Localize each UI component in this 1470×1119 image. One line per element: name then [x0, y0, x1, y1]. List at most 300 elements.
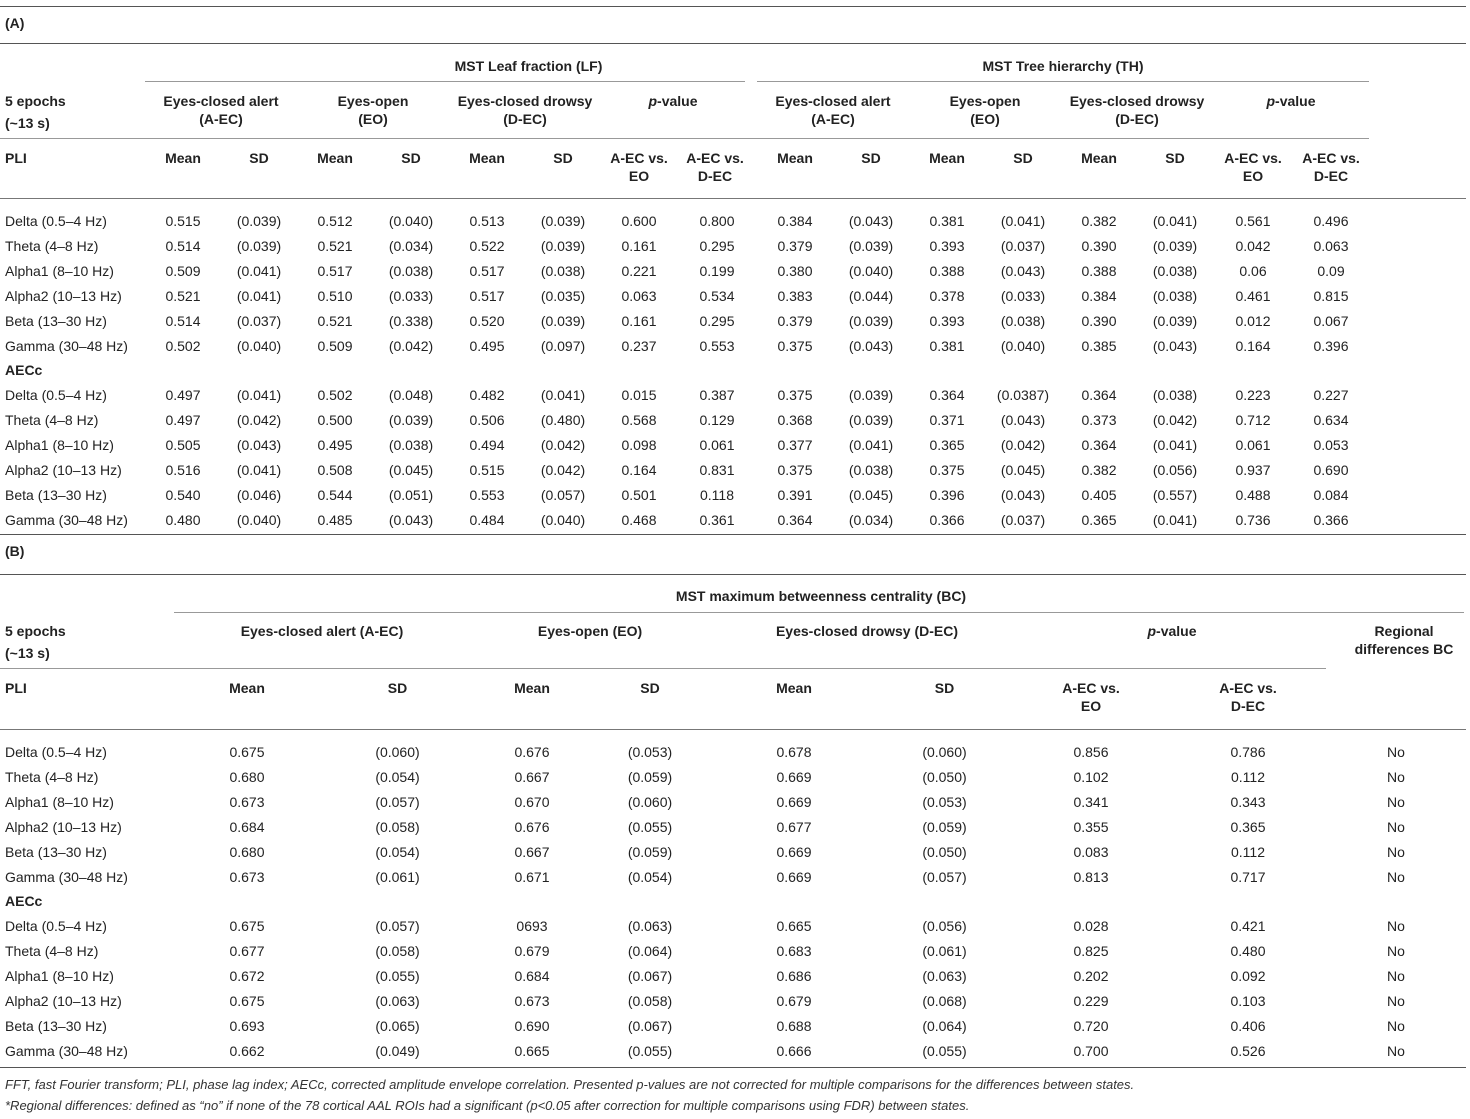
part-a-table	[0, 209, 1369, 532]
table-cell: 0.480	[165, 511, 201, 528]
table-cell: (0.054)	[627, 868, 673, 885]
table-cell: 0.199	[699, 263, 735, 280]
lf-group-rule	[145, 81, 745, 82]
table-cell: 0.063	[621, 287, 657, 304]
table-cell: (0.058)	[375, 818, 420, 835]
table-cell: 0.520	[469, 312, 505, 329]
table-cell: (0.048)	[388, 387, 434, 404]
table-cell: 0.063	[1313, 238, 1349, 255]
table-cell: 0.083	[1073, 843, 1109, 860]
table-row	[0, 383, 1369, 408]
th-cond-alert: Eyes-closed alert (A-EC)	[775, 93, 891, 127]
table-row	[0, 914, 1466, 939]
table-cell: (0.061)	[922, 943, 967, 960]
table-cell: 0.786	[1230, 744, 1266, 761]
col-aec-vs-dec: A-EC vs. D-EC	[1219, 680, 1277, 714]
table-cell: 0.227	[1313, 387, 1349, 404]
table-cell: (0.063)	[375, 992, 420, 1009]
table-cell: No	[1387, 744, 1405, 761]
table-cell: 0.223	[1235, 387, 1271, 404]
table-cell: 0.712	[1235, 412, 1271, 429]
table-cell: 0.129	[699, 412, 735, 429]
band-label: Gamma (30–48 Hz)	[5, 868, 128, 885]
table-cell: 0.561	[1235, 213, 1271, 230]
table-cell: 0.496	[1313, 213, 1349, 230]
col-mean: Mean	[514, 680, 550, 696]
table-cell: (0.035)	[540, 287, 586, 304]
band-label: Beta (13–30 Hz)	[5, 1017, 107, 1034]
table-cell: 0.379	[777, 238, 813, 255]
table-cell: (0.039)	[1152, 312, 1198, 329]
table-cell: (0.042)	[236, 412, 282, 429]
table-cell: 0.678	[776, 744, 812, 761]
table-cell: 0.061	[699, 437, 735, 454]
table-cell: 0.485	[317, 511, 353, 528]
table-cell: (0.039)	[540, 312, 586, 329]
table-cell: 0.544	[317, 486, 353, 503]
table-cell: 0.480	[1230, 943, 1266, 960]
col-mean: Mean	[1081, 150, 1117, 166]
table-cell: No	[1387, 943, 1405, 960]
table-cell: (0.055)	[627, 818, 673, 835]
table-cell: No	[1387, 769, 1405, 786]
table-cell: 0.522	[469, 238, 505, 255]
bc-cond-open: Eyes-open (EO)	[537, 623, 643, 639]
table-cell: 0.677	[776, 818, 812, 835]
table-cell: (0.041)	[1000, 213, 1046, 230]
table-cell: (0.043)	[388, 511, 434, 528]
table-cell: (0.039)	[388, 412, 434, 429]
bc-cond-alert: Eyes-closed alert (A-EC)	[240, 623, 404, 639]
col-sd: SD	[640, 680, 660, 696]
table-cell: (0.040)	[540, 511, 586, 528]
table-cell: (0.039)	[236, 238, 282, 255]
table-cell: (0.041)	[540, 387, 586, 404]
bc-group-rule	[174, 612, 1464, 613]
table-cell: (0.042)	[1000, 437, 1046, 454]
table-cell: No	[1387, 968, 1405, 985]
table-cell: 0.488	[1235, 486, 1271, 503]
bc-title: MST maximum betweenness centrality (BC)	[675, 588, 967, 604]
table-cell: (0.057)	[375, 918, 420, 935]
table-cell: (0.059)	[627, 843, 673, 860]
table-cell: 0.675	[229, 744, 265, 761]
table-cell: 0.497	[165, 412, 201, 429]
table-cell: (0.060)	[922, 744, 967, 761]
table-cell: 0.667	[514, 843, 550, 860]
table-cell: 0.508	[317, 461, 353, 478]
table-cell: 0.468	[621, 511, 657, 528]
table-cell: (0.041)	[236, 263, 282, 280]
table-cell: 0.364	[1081, 437, 1117, 454]
table-cell: (0.061)	[375, 868, 420, 885]
part-b-bottom-rule	[0, 1067, 1466, 1068]
part-b-label: (B)	[5, 543, 25, 559]
table-row	[0, 259, 1369, 284]
table-cell: 0.937	[1235, 461, 1271, 478]
table-cell: (0.039)	[848, 238, 894, 255]
table-cell: (0.038)	[388, 437, 434, 454]
table-cell: 0.364	[777, 511, 813, 528]
table-cell: (0.058)	[375, 943, 420, 960]
table-cell: (0.043)	[1000, 486, 1046, 503]
table-cell: (0.039)	[848, 412, 894, 429]
table-cell: (0.063)	[627, 918, 673, 935]
table-cell: (0.040)	[236, 337, 282, 354]
col-sd: SD	[1165, 150, 1185, 166]
table-cell: 0.521	[317, 312, 353, 329]
table-cell: 0.673	[229, 794, 265, 811]
table-row	[0, 408, 1369, 433]
bc-pvalue-header: p-value	[1147, 623, 1197, 639]
table-cell: (0.053)	[922, 794, 967, 811]
table-cell: 0.053	[1313, 437, 1349, 454]
bc-cond-drowsy: Eyes-closed drowsy (D-EC)	[775, 623, 959, 639]
table-cell: (0.057)	[540, 486, 586, 503]
band-label: Alpha2 (10–13 Hz)	[5, 461, 122, 478]
table-cell: 0.509	[165, 263, 201, 280]
table-cell: 0.679	[776, 992, 812, 1009]
band-label: Alpha1 (8–10 Hz)	[5, 437, 114, 454]
table-cell: 0.517	[469, 263, 505, 280]
table-cell: 0.368	[777, 412, 813, 429]
table-cell: 0.161	[621, 238, 657, 255]
table-cell: 0.229	[1073, 992, 1109, 1009]
table-cell: 0.371	[929, 412, 965, 429]
band-label: Theta (4–8 Hz)	[5, 769, 99, 786]
col-aec-vs-eo: A-EC vs. EO	[1062, 680, 1120, 714]
table-cell: 0.384	[777, 213, 813, 230]
table-cell: 0.662	[229, 1042, 265, 1059]
table-cell: 0.831	[699, 461, 735, 478]
table-cell: 0.526	[1230, 1042, 1266, 1059]
table-cell: 0.669	[776, 843, 812, 860]
table-cell: (0.038)	[1152, 263, 1198, 280]
table-cell: 0.375	[777, 461, 813, 478]
table-cell: 0.396	[1313, 337, 1349, 354]
table-cell: 0.375	[929, 461, 965, 478]
table-cell: 0.164	[621, 461, 657, 478]
table-cell: No	[1387, 1017, 1405, 1034]
table-cell: 0.813	[1073, 868, 1109, 885]
table-cell: 0.380	[777, 263, 813, 280]
col-mean: Mean	[229, 680, 265, 696]
table-cell: (0.065)	[375, 1017, 420, 1034]
table-cell: 0.514	[165, 238, 201, 255]
table-cell: 0.501	[621, 486, 657, 503]
table-row	[0, 740, 1466, 765]
col-sd: SD	[401, 150, 421, 166]
col-sd: SD	[387, 680, 408, 696]
table-cell: 0.856	[1073, 744, 1109, 761]
col-mean: Mean	[776, 680, 812, 696]
table-cell: 0.09	[1317, 263, 1345, 280]
table-cell: 0.390	[1081, 238, 1117, 255]
table-cell: (0.041)	[236, 387, 282, 404]
table-cell: 0.092	[1230, 968, 1266, 985]
band-label: Theta (4–8 Hz)	[5, 943, 99, 960]
table-cell: (0.040)	[1000, 337, 1046, 354]
table-cell: 0.028	[1073, 918, 1109, 935]
table-cell: 0.084	[1313, 486, 1349, 503]
table-cell: 0.515	[469, 461, 505, 478]
table-cell: 0.514	[165, 312, 201, 329]
table-row	[0, 988, 1466, 1013]
table-cell: 0.383	[777, 287, 813, 304]
table-row	[0, 815, 1466, 840]
band-label: Alpha1 (8–10 Hz)	[5, 968, 114, 985]
table-cell: (0.338)	[388, 312, 434, 329]
table-cell: (0.033)	[1000, 287, 1046, 304]
table-cell: (0.041)	[1152, 437, 1198, 454]
table-cell: 0.118	[700, 486, 734, 503]
table-cell: 0.373	[1081, 412, 1117, 429]
col-aec-vs-eo: A-EC vs. EO	[1224, 150, 1282, 184]
table-cell: (0.046)	[236, 486, 282, 503]
table-cell: 0.295	[699, 238, 735, 255]
table-cell: (0.043)	[848, 213, 894, 230]
table-cell: 0.405	[1081, 486, 1117, 503]
table-cell: (0.040)	[236, 511, 282, 528]
table-cell: 0.382	[1081, 213, 1117, 230]
table-row	[0, 308, 1369, 333]
col-mean: Mean	[929, 150, 965, 166]
table-cell: (0.033)	[388, 287, 434, 304]
part-b-subheader-rule	[0, 668, 1326, 669]
table-cell: 0.012	[1235, 312, 1271, 329]
table-cell: 0.693	[229, 1017, 265, 1034]
table-cell: (0.037)	[1000, 238, 1046, 255]
table-cell: 0.494	[469, 437, 505, 454]
table-cell: 0.202	[1073, 968, 1109, 985]
section-label: AECc	[5, 362, 43, 379]
band-label: Beta (13–30 Hz)	[5, 312, 107, 329]
table-cell: (0.041)	[848, 437, 894, 454]
table-cell: 0.042	[1235, 238, 1271, 255]
table-cell: 0.067	[1313, 312, 1349, 329]
part-a-epochs: 5 epochs	[5, 93, 66, 109]
table-cell: 0.516	[165, 461, 201, 478]
table-cell: 0.665	[514, 1042, 550, 1059]
table-cell: 0.521	[317, 238, 353, 255]
table-cell: (0.057)	[922, 868, 967, 885]
band-label: Gamma (30–48 Hz)	[5, 1042, 128, 1059]
table-cell: No	[1387, 818, 1405, 835]
table-row	[0, 1038, 1466, 1063]
table-cell: (0.041)	[236, 287, 282, 304]
table-cell: (0.064)	[627, 943, 673, 960]
table-cell: 0.509	[317, 337, 353, 354]
table-cell: 0.568	[621, 412, 657, 429]
table-cell: 0.381	[929, 213, 965, 230]
part-b-pli-header: PLI	[5, 680, 27, 696]
table-row	[0, 209, 1369, 234]
table-cell: 0.341	[1073, 794, 1109, 811]
table-cell: (0.042)	[1152, 412, 1198, 429]
top-rule	[0, 6, 1466, 7]
table-cell: 0.825	[1073, 943, 1109, 960]
table-cell: 0.364	[1081, 387, 1117, 404]
part-a-header-rule	[0, 43, 1466, 44]
table-cell: (0.068)	[922, 992, 967, 1009]
table-cell: 0.396	[929, 486, 965, 503]
table-cell: 0.679	[514, 943, 550, 960]
table-cell: 0.388	[1081, 263, 1117, 280]
table-cell: 0.388	[929, 263, 965, 280]
table-cell: 0.391	[777, 486, 813, 503]
table-cell: (0.043)	[1152, 337, 1198, 354]
col-sd: SD	[861, 150, 881, 166]
table-cell: (0.056)	[1152, 461, 1198, 478]
part-a-epochs-duration: (~13 s)	[5, 115, 50, 131]
table-cell: 0.102	[1073, 769, 1109, 786]
table-cell: 0.112	[1231, 769, 1265, 786]
table-cell: 0.512	[317, 213, 353, 230]
table-cell: 0.720	[1073, 1017, 1109, 1034]
lf-cond-drowsy: Eyes-closed drowsy (D-EC)	[457, 93, 593, 127]
table-cell: 0.669	[776, 769, 812, 786]
lf-cond-open: Eyes-open (EO)	[337, 93, 409, 127]
table-cell: 0.495	[317, 437, 353, 454]
table-cell: (0.063)	[922, 968, 967, 985]
table-cell: (0.055)	[375, 968, 420, 985]
table-cell: (0.045)	[848, 486, 894, 503]
table-cell: (0.034)	[848, 511, 894, 528]
table-cell: 0.482	[469, 387, 505, 404]
table-cell: 0693	[516, 918, 548, 935]
table-cell: (0.057)	[375, 794, 420, 811]
table-row	[0, 507, 1369, 532]
band-label: Alpha2 (10–13 Hz)	[5, 992, 122, 1009]
table-row	[0, 790, 1466, 815]
table-cell: 0.669	[776, 868, 812, 885]
table-cell: No	[1387, 918, 1405, 935]
col-mean: Mean	[165, 150, 201, 166]
table-row	[0, 482, 1369, 507]
table-cell: 0.673	[229, 868, 265, 885]
band-label: Delta (0.5–4 Hz)	[5, 387, 107, 404]
table-cell: 0.506	[469, 412, 505, 429]
section-row	[0, 358, 1369, 383]
table-cell: (0.059)	[627, 769, 673, 786]
table-cell: 0.671	[514, 868, 550, 885]
table-cell: 0.484	[469, 511, 505, 528]
band-label: Alpha1 (8–10 Hz)	[5, 794, 114, 811]
band-label: Delta (0.5–4 Hz)	[5, 213, 107, 230]
table-cell: (0.039)	[540, 238, 586, 255]
table-cell: (0.041)	[236, 461, 282, 478]
table-cell: 0.382	[1081, 461, 1117, 478]
part-b-epochs: 5 epochs	[5, 623, 66, 639]
band-label: Theta (4–8 Hz)	[5, 412, 99, 429]
table-cell: 0.500	[317, 412, 353, 429]
table-cell: (0.042)	[388, 337, 434, 354]
table-cell: 0.688	[776, 1017, 812, 1034]
table-cell: (0.050)	[922, 843, 967, 860]
table-row	[0, 234, 1369, 259]
band-label: Alpha2 (10–13 Hz)	[5, 818, 122, 835]
table-cell: 0.675	[229, 918, 265, 935]
th-pvalue-header: p-value	[1266, 93, 1316, 109]
table-cell: (0.0387)	[996, 387, 1050, 404]
table-cell: 0.521	[165, 287, 201, 304]
table-cell: 0.061	[1235, 437, 1271, 454]
table-cell: (0.039)	[540, 213, 586, 230]
section-label: AECc	[5, 893, 43, 910]
table-cell: 0.103	[1230, 992, 1266, 1009]
table-cell: 0.517	[317, 263, 353, 280]
table-cell: 0.684	[229, 818, 265, 835]
table-cell: (0.038)	[1000, 312, 1046, 329]
table-row	[0, 765, 1466, 790]
table-cell: (0.039)	[236, 213, 282, 230]
table-cell: 0.669	[776, 794, 812, 811]
table-cell: 0.098	[621, 437, 657, 454]
table-cell: 0.736	[1235, 511, 1271, 528]
table-cell: 0.667	[514, 769, 550, 786]
table-row	[0, 839, 1466, 864]
table-cell: 0.381	[929, 337, 965, 354]
table-cell: 0.384	[1081, 287, 1117, 304]
table-cell: (0.038)	[1152, 387, 1198, 404]
part-b-header-rule	[0, 574, 1466, 575]
table-cell: No	[1387, 992, 1405, 1009]
band-label: Alpha1 (8–10 Hz)	[5, 263, 114, 280]
table-cell: (0.051)	[388, 486, 434, 503]
table-cell: 0.365	[1230, 818, 1266, 835]
table-row	[0, 433, 1369, 458]
table-cell: 0.06	[1239, 263, 1267, 280]
table-cell: 0.673	[514, 992, 550, 1009]
table-cell: (0.053)	[627, 744, 673, 761]
table-cell: (0.043)	[1000, 263, 1046, 280]
table-cell: (0.043)	[848, 337, 894, 354]
col-sd: SD	[249, 150, 269, 166]
table-cell: 0.164	[1235, 337, 1271, 354]
table-cell: 0.634	[1313, 412, 1349, 429]
th-cond-open: Eyes-open (EO)	[949, 93, 1021, 127]
table-cell: 0.365	[1081, 511, 1117, 528]
table-cell: 0.666	[776, 1042, 812, 1059]
table-cell: 0.677	[229, 943, 265, 960]
table-cell: (0.044)	[848, 287, 894, 304]
table-cell: (0.037)	[236, 312, 282, 329]
table-cell: 0.513	[469, 213, 505, 230]
table-cell: 0.112	[1231, 843, 1265, 860]
table-cell: (0.067)	[627, 1017, 673, 1034]
table-row	[0, 964, 1466, 989]
lf-title: MST Leaf fraction (LF)	[454, 58, 603, 74]
part-b-columns-rule	[0, 729, 1466, 730]
table-cell: (0.040)	[388, 213, 434, 230]
table-cell: 0.510	[317, 287, 353, 304]
table-cell: 0.517	[469, 287, 505, 304]
table-cell: 0.237	[621, 337, 657, 354]
table-cell: (0.097)	[540, 337, 586, 354]
table-cell: 0.365	[929, 437, 965, 454]
band-label: Delta (0.5–4 Hz)	[5, 744, 107, 761]
table-cell: 0.553	[699, 337, 735, 354]
table-cell: 0.700	[1073, 1042, 1109, 1059]
table-row	[0, 284, 1369, 309]
table-cell: 0.393	[929, 238, 965, 255]
table-cell: (0.038)	[848, 461, 894, 478]
table-cell: 0.343	[1230, 794, 1266, 811]
col-sd: SD	[1013, 150, 1033, 166]
table-cell: 0.406	[1230, 1017, 1266, 1034]
table-cell: 0.364	[929, 387, 965, 404]
table-row	[0, 939, 1466, 964]
